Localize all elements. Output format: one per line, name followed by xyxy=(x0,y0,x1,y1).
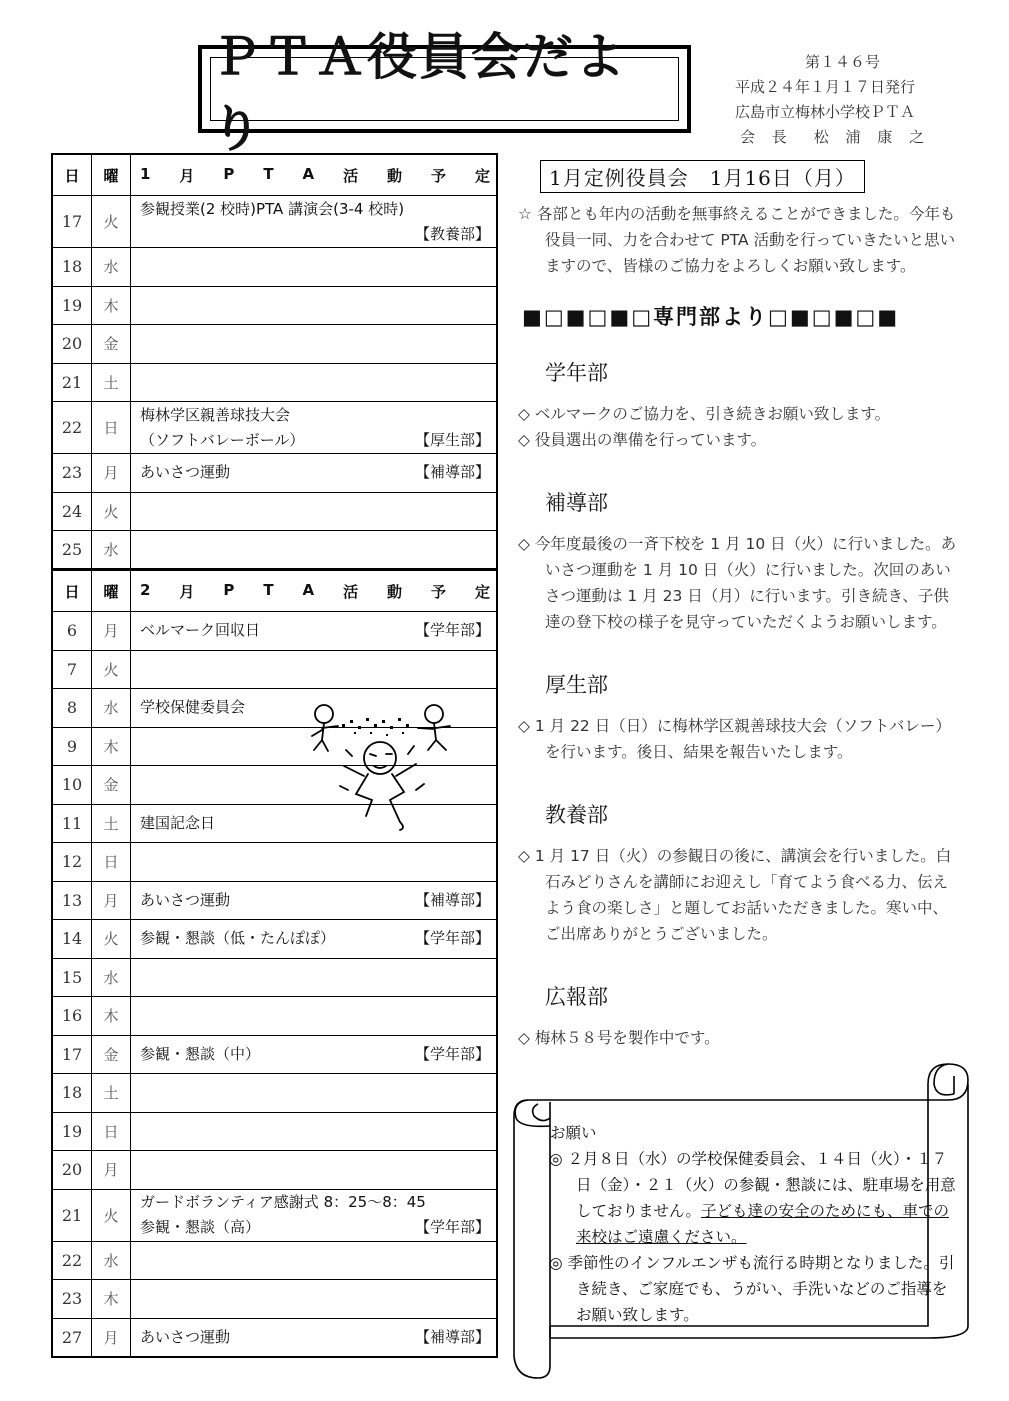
event-dept: 【補導部】 xyxy=(414,1327,490,1346)
header-title-char: 2 xyxy=(140,580,151,599)
event-text-2: 参観・懇談（高） xyxy=(140,1218,261,1236)
event-text: あいさつ運動 xyxy=(140,463,231,482)
event-text: 建国記念日 xyxy=(140,813,216,832)
event-dept: 【教養部】 xyxy=(414,224,490,243)
dept-item: ◇ 梅林５８号を製作中です。 xyxy=(518,1029,720,1047)
cell-weekday: 火 xyxy=(92,196,131,248)
dept-title: 学年部 xyxy=(545,361,608,385)
event-text: あいさつ運動 xyxy=(140,1327,231,1346)
cell-event xyxy=(131,1189,498,1241)
event-dept: 【学年部】 xyxy=(414,929,490,948)
issue-info xyxy=(735,50,950,150)
calendar-row xyxy=(52,1151,497,1190)
cell-event xyxy=(131,1318,498,1357)
header-title-char: 活 xyxy=(343,166,359,185)
cell-day: 18 xyxy=(52,1074,92,1113)
children-playing-illustration xyxy=(306,696,466,832)
president: 会 長 松 浦 康 之 xyxy=(740,128,931,146)
event-text: 参観授業(2 校時)PTA 講演会(3-4 校時) xyxy=(140,199,405,218)
cell-day: 15 xyxy=(52,958,92,997)
header-title-char: 月 xyxy=(179,166,195,185)
cell-event xyxy=(131,196,498,248)
cell-day: 27 xyxy=(52,1318,92,1357)
cell-weekday: 火 xyxy=(92,492,131,531)
cell-event xyxy=(131,881,498,920)
title-box xyxy=(198,28,691,158)
cell-day: 10 xyxy=(52,766,92,805)
calendar-row xyxy=(52,881,497,920)
cell-day: 21 xyxy=(52,363,92,402)
header-title xyxy=(140,165,490,186)
cell-day: 13 xyxy=(52,881,92,920)
calendar-header xyxy=(52,154,497,196)
cell-weekday: 水 xyxy=(92,1241,131,1280)
section-header: ■□■□■□専門部より□■□■□■ xyxy=(522,305,900,329)
header-title-char: A xyxy=(302,164,315,183)
calendar-row xyxy=(52,920,497,959)
header-title xyxy=(140,581,490,602)
page-title: ＰＴＡ役員会だより xyxy=(210,57,679,121)
cell-day: 16 xyxy=(52,997,92,1036)
header-title-char: 定 xyxy=(474,582,490,601)
calendar-row xyxy=(52,196,497,248)
cell-day: 17 xyxy=(52,1035,92,1074)
header-weekday: 曜 xyxy=(92,571,131,612)
cell-event xyxy=(131,402,498,454)
event-dept: 【学年部】 xyxy=(414,621,490,640)
notice-item-1-text: ◎ ２月８日（水）の学校保健委員会、１４日（火）・１７日（金）・２１（火）の参観・懇談には、駐車場を用意しておりません。 xyxy=(549,1150,956,1220)
cell-day: 18 xyxy=(52,248,92,287)
calendar-row xyxy=(52,286,497,325)
cell-weekday: 日 xyxy=(92,402,131,454)
cell-event xyxy=(131,454,498,493)
right-column xyxy=(518,160,958,1051)
cell-event xyxy=(131,843,498,882)
cell-day: 7 xyxy=(52,650,92,689)
calendar-row xyxy=(52,843,497,882)
calendar-row xyxy=(52,1318,497,1357)
meeting-text: ☆ 各部とも年内の活動を無事終えることができました。今年も役員一同、力を合わせて PTA 活動を行っていきたいと思いますので、皆様のご協力をよろしくお願い致します。 xyxy=(518,205,956,275)
cell-event xyxy=(131,363,498,402)
dept-koho xyxy=(518,981,958,1051)
cell-event xyxy=(131,650,498,689)
cell-weekday: 水 xyxy=(92,689,131,728)
cell-day: 12 xyxy=(52,843,92,882)
cell-day: 17 xyxy=(52,196,92,248)
calendar-header xyxy=(52,571,497,612)
cell-event xyxy=(131,1151,498,1190)
header-title-char: A xyxy=(302,580,315,599)
calendar-row xyxy=(52,454,497,493)
cell-weekday: 土 xyxy=(92,804,131,843)
dept-hodo xyxy=(518,487,958,635)
dept-kyoyo xyxy=(518,799,958,947)
header-title-char: 予 xyxy=(431,582,447,601)
cell-weekday: 日 xyxy=(92,1112,131,1151)
calendar-february xyxy=(51,570,498,1358)
header-day: 日 xyxy=(52,154,92,196)
cell-day: 20 xyxy=(52,1151,92,1190)
header-title-char: P xyxy=(223,164,235,183)
cell-event xyxy=(131,248,498,287)
calendar-january xyxy=(51,153,498,570)
cell-event xyxy=(131,492,498,531)
cell-weekday: 水 xyxy=(92,248,131,287)
calendar-row xyxy=(52,1112,497,1151)
cell-event xyxy=(131,1035,498,1074)
cell-event xyxy=(131,531,498,570)
cell-weekday: 水 xyxy=(92,958,131,997)
cell-day: 19 xyxy=(52,286,92,325)
dept-title: 厚生部 xyxy=(545,673,608,697)
event-dept: 【補導部】 xyxy=(414,890,490,909)
cell-weekday: 月 xyxy=(92,454,131,493)
dept-item: ◇ ベルマークのご協力を、引き続きお願い致します。 xyxy=(518,405,891,423)
cell-day: 21 xyxy=(52,1189,92,1241)
event-dept: 【厚生部】 xyxy=(414,430,490,449)
calendar-row xyxy=(52,650,497,689)
calendar-row xyxy=(52,958,497,997)
calendar-row xyxy=(52,1241,497,1280)
cell-day: 8 xyxy=(52,689,92,728)
notice-item-1-emphasis: 子ども達の安全のためにも、車での来校はご遠慮ください。 xyxy=(576,1202,949,1246)
cell-weekday: 木 xyxy=(92,286,131,325)
header-title-char: 動 xyxy=(387,582,403,601)
event-dept: 【学年部】 xyxy=(414,1218,490,1236)
cell-weekday: 月 xyxy=(92,612,131,651)
meeting-title: 1月定例役員会 1月16日（月） xyxy=(540,160,865,193)
header-title-char: 予 xyxy=(431,166,447,185)
event-text: あいさつ運動 xyxy=(140,890,231,909)
cell-weekday: 月 xyxy=(92,881,131,920)
cell-day: 25 xyxy=(52,531,92,570)
cell-event xyxy=(131,920,498,959)
header-day: 日 xyxy=(52,571,92,612)
notice-box xyxy=(550,1120,960,1328)
header-title-char: 定 xyxy=(474,166,490,185)
dept-item: ◇ 1 月 17 日（火）の参観日の後に、講演会を行いました。白石みどりさんを講師にお迎えし「育てよう食べる力、伝えよう食の楽しさ」と題してお話いただきました。寒い中、ご出席ありがとうございました。 xyxy=(518,847,952,943)
calendar-row xyxy=(52,492,497,531)
cell-event xyxy=(131,958,498,997)
cell-weekday: 木 xyxy=(92,1280,131,1319)
event-text: ベルマーク回収日 xyxy=(140,621,261,640)
cell-weekday: 土 xyxy=(92,363,131,402)
cell-weekday: 火 xyxy=(92,920,131,959)
header-title-char: T xyxy=(263,580,274,599)
calendar-row xyxy=(52,402,497,454)
cell-event xyxy=(131,325,498,364)
cell-day: 22 xyxy=(52,1241,92,1280)
cell-weekday: 火 xyxy=(92,1189,131,1241)
event-text: 学校保健委員会 xyxy=(140,698,246,717)
cell-event xyxy=(131,1112,498,1151)
cell-event xyxy=(131,1074,498,1113)
cell-day: 24 xyxy=(52,492,92,531)
cell-day: 11 xyxy=(52,804,92,843)
issue-number: 第１４６号 xyxy=(804,53,880,71)
dept-item: ◇ 今年度最後の一斉下校を 1 月 10 日（火）に行いました。あいさつ運動を 1 月 10 日（火）に行いました。次回のあいさつ運動は 1 月 23 日（月）に行います。引き続き、子供達の登下校の様子を見守っていただくようお願いします。 xyxy=(518,535,957,631)
calendar-row xyxy=(52,363,497,402)
event-dept: 【学年部】 xyxy=(414,1044,490,1063)
header-title-char: P xyxy=(223,580,235,599)
calendar-row xyxy=(52,248,497,287)
cell-event xyxy=(131,286,498,325)
notice-item-1 xyxy=(550,1146,960,1250)
header-title-char: 活 xyxy=(343,582,359,601)
dept-item: ◇ 1 月 22 日（日）に梅林学区親善球技大会（ソフトバレー）を行います。後日、結果を報告いたします。 xyxy=(518,717,951,761)
cell-weekday: 金 xyxy=(92,325,131,364)
calendar-row xyxy=(52,612,497,651)
cell-weekday: 金 xyxy=(92,1035,131,1074)
calendar-row xyxy=(52,531,497,570)
event-text-2: （ソフトバレーボール） xyxy=(140,430,305,449)
dept-kosei xyxy=(518,669,958,765)
cell-day: 20 xyxy=(52,325,92,364)
calendar-row xyxy=(52,997,497,1036)
cell-day: 14 xyxy=(52,920,92,959)
calendar-row xyxy=(52,325,497,364)
cell-weekday: 土 xyxy=(92,1074,131,1113)
cell-weekday: 月 xyxy=(92,1151,131,1190)
calendar-row xyxy=(52,1280,497,1319)
cell-day: 19 xyxy=(52,1112,92,1151)
header-title-char: 動 xyxy=(387,166,403,185)
cell-day: 23 xyxy=(52,1280,92,1319)
cell-weekday: 日 xyxy=(92,843,131,882)
publisher: 広島市立梅林小学校ＰＴＡ xyxy=(735,103,916,121)
cell-day: 23 xyxy=(52,454,92,493)
dept-title: 教養部 xyxy=(545,803,608,827)
calendar-row xyxy=(52,1074,497,1113)
dept-title: 補導部 xyxy=(545,491,608,515)
calendar-row xyxy=(52,1189,497,1241)
event-text: 参観・懇談（中） xyxy=(140,1044,261,1063)
dept-gakunen xyxy=(518,357,958,453)
cell-weekday: 水 xyxy=(92,531,131,570)
notice-title: お願い xyxy=(550,1124,597,1142)
issue-date: 平成２４年１月１７日発行 xyxy=(735,78,916,96)
header-title-char: T xyxy=(263,164,274,183)
cell-day: 9 xyxy=(52,727,92,766)
event-text: ガードボランティア感謝式 8：25〜8：45 xyxy=(140,1193,426,1211)
cell-event xyxy=(131,1241,498,1280)
cell-weekday: 月 xyxy=(92,1318,131,1357)
event-text: 梅林学区親善球技大会 xyxy=(140,405,291,424)
cell-day: 6 xyxy=(52,612,92,651)
cell-event xyxy=(131,1280,498,1319)
header-title-char: 1 xyxy=(140,164,151,183)
cell-event xyxy=(131,612,498,651)
notice-item-2: ◎ 季節性のインフルエンザも流行る時期となりました。引き続き、ご家庭でも、うがい、手洗いなどのご指導をお願い致します。 xyxy=(549,1254,955,1324)
cell-day: 22 xyxy=(52,402,92,454)
header-weekday: 曜 xyxy=(92,154,131,196)
dept-title: 広報部 xyxy=(545,985,608,1009)
dept-item: ◇ 役員選出の準備を行っています。 xyxy=(518,431,767,449)
event-dept: 【補導部】 xyxy=(414,463,490,482)
cell-weekday: 火 xyxy=(92,650,131,689)
cell-weekday: 金 xyxy=(92,766,131,805)
calendar-row xyxy=(52,1035,497,1074)
cell-weekday: 木 xyxy=(92,997,131,1036)
cell-event xyxy=(131,997,498,1036)
cell-weekday: 木 xyxy=(92,727,131,766)
event-text: 参観・懇談（低・たんぽぽ） xyxy=(140,929,336,948)
header-title-char: 月 xyxy=(179,582,195,601)
